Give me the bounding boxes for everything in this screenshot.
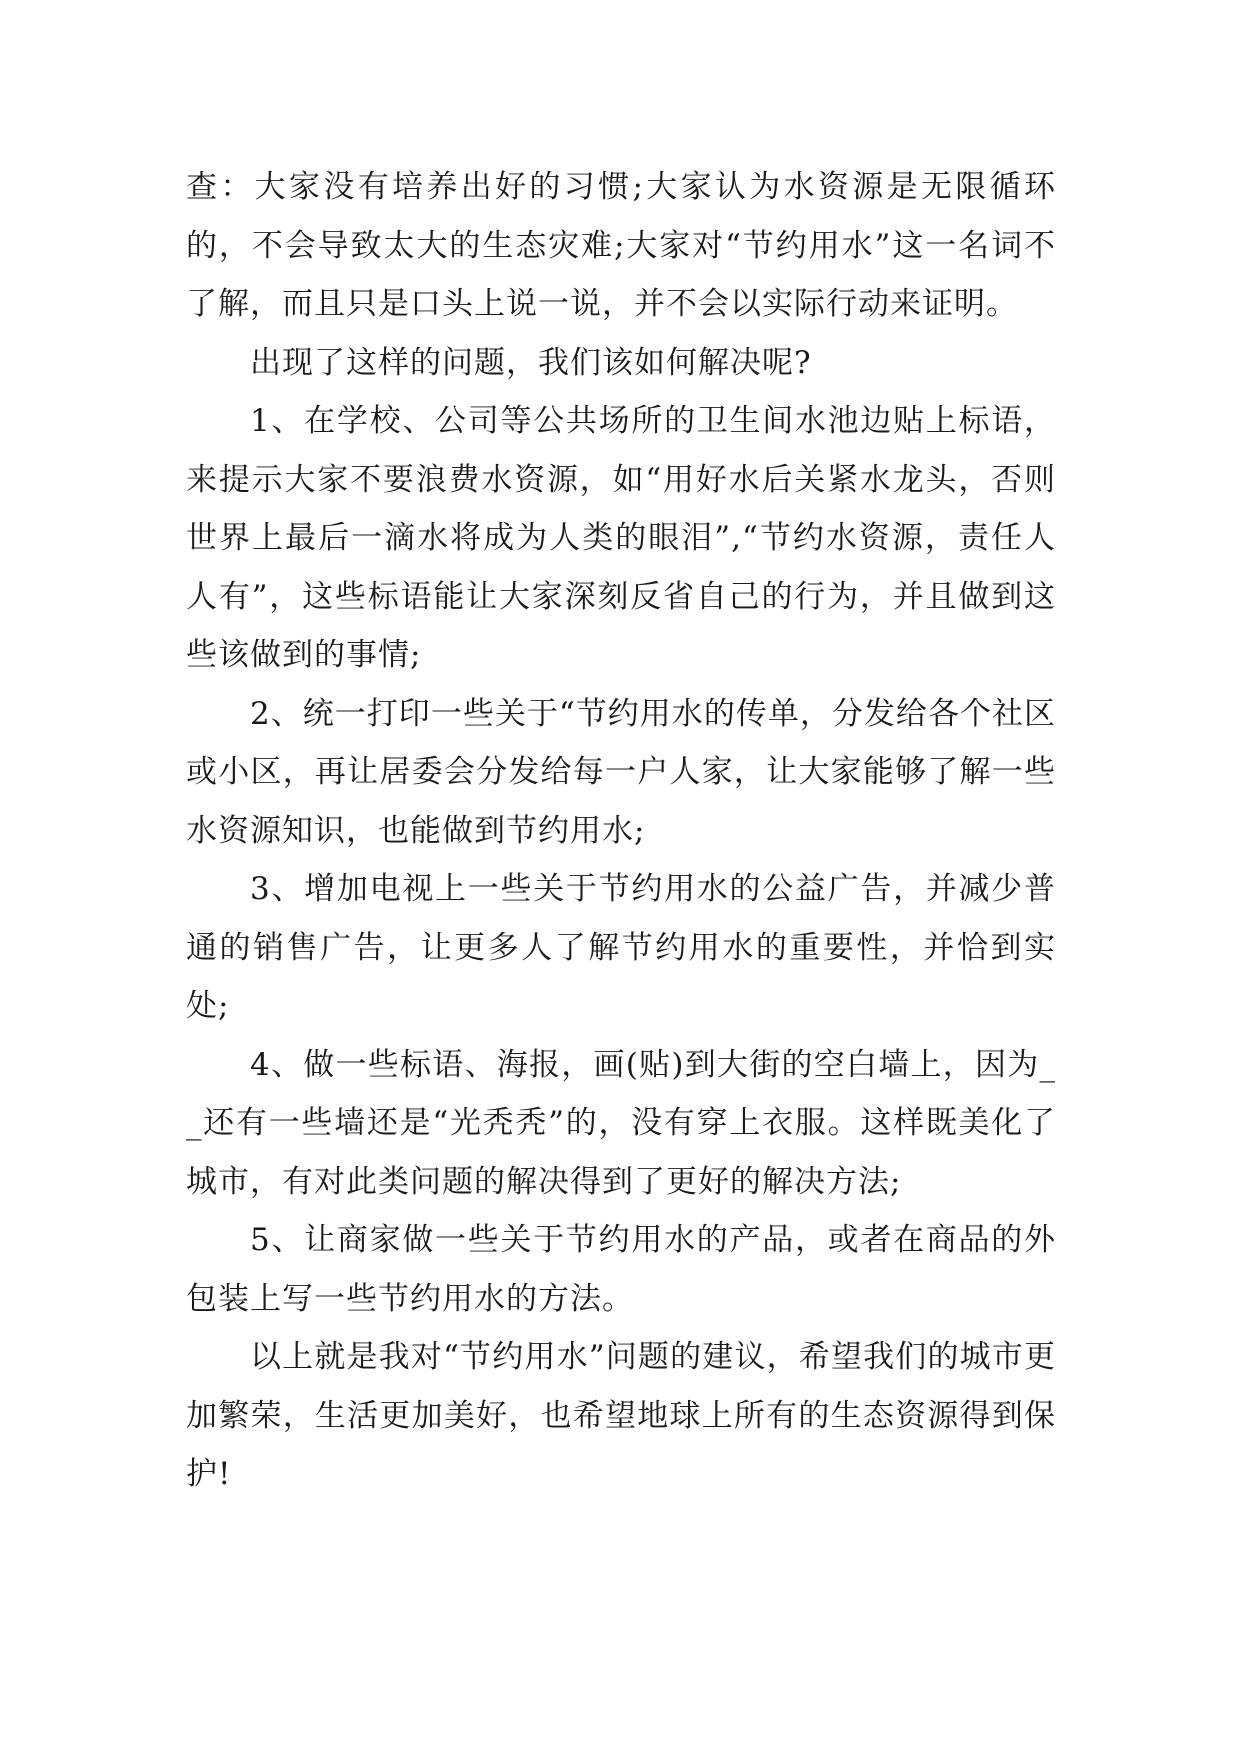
paragraph-suggestion-1: 1、在学校、公司等公共场所的卫生间水池边贴上标语，来提示大家不要浪费水资源，如“用好水后关紧水龙头，否则世界上最后一滴水将成为人类的眼泪”,“节约水资源，责任人人有”，这些标语能让大家深刻反省自己的行为，并且做到这些该做到的事情;	[186, 403, 1056, 673]
paragraph-suggestion-2: 2、统一打印一些关于“节约用水的传单，分发给各个社区或小区，再让居委会分发给每一户人家，让大家能够了解一些水资源知识，也能做到节约用水;	[186, 695, 1056, 849]
document-page	[186, 158, 1056, 1504]
paragraph-conclusion: 以上就是我对“节约用水”问题的建议，希望我们的城市更加繁荣，生活更加美好，也希望地球上所有的生态资源得到保护!	[186, 1339, 1056, 1492]
paragraph-suggestion-3: 3、增加电视上一些关于节约用水的公益广告，并减少普通的销售广告，让更多人了解节约用水的重要性，并恰到实处;	[186, 871, 1056, 1024]
paragraph-intro-continued: 查：大家没有培养出好的习惯;大家认为水资源是无限循环的，不会导致太大的生态灾难;大家对“节约用水”这一名词不了解，而且只是口头上说一说，并不会以实际行动来证明。	[186, 169, 1056, 322]
paragraph-question: 出现了这样的问题，我们该如何解决呢?	[250, 344, 812, 381]
paragraph-suggestion-5: 5、让商家做一些关于节约用水的产品，或者在商品的外包装上写一些节约用水的方法。	[186, 1222, 1056, 1317]
paragraph-suggestion-4: 4、做一些标语、海报，画(贴)到大街的空白墙上，因为__还有一些墙还是“光秃秃”的，没有穿上衣服。这样既美化了城市，有对此类问题的解决得到了更好的解决方法;	[186, 1046, 1056, 1200]
